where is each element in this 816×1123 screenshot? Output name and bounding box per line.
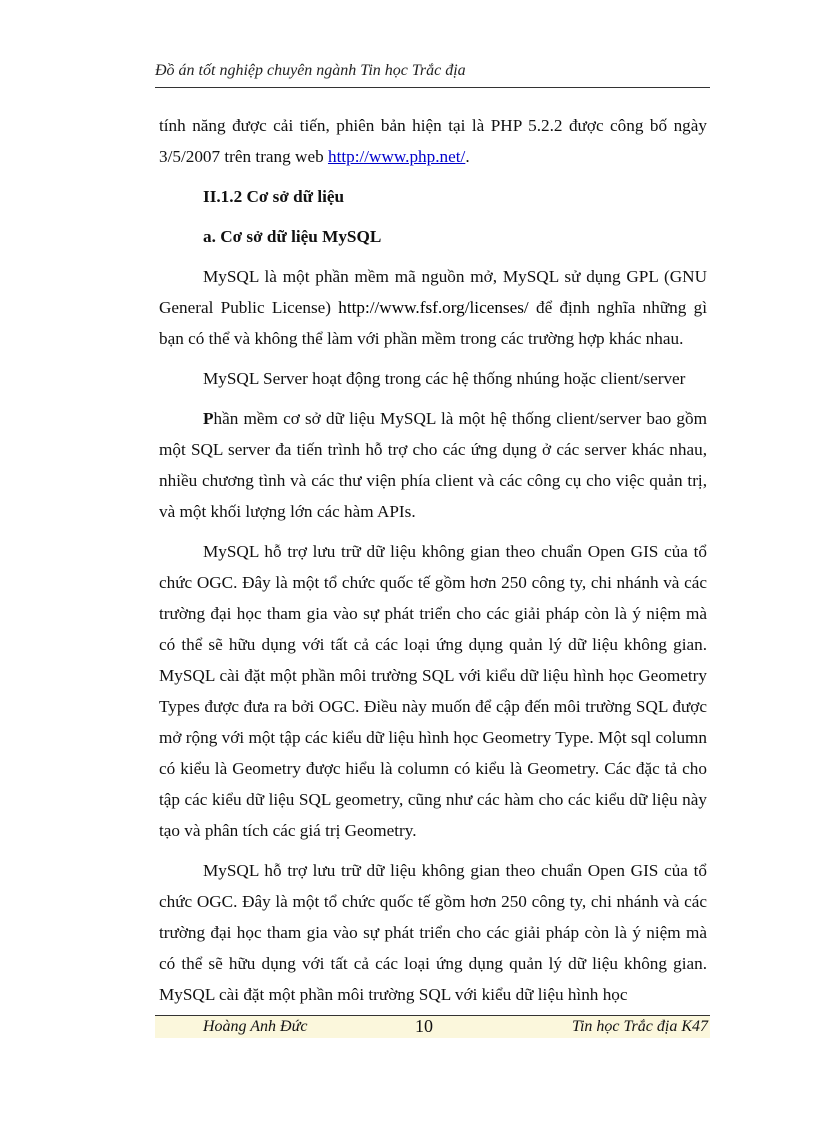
mysql-intro-b: để định nghĩa những gì bạn có thể và không thể làm với phần mềm trong các trường hợp khác nhau.: [159, 298, 707, 348]
intro-end: .: [465, 147, 470, 166]
page-footer: [155, 1016, 710, 1038]
php-link[interactable]: http://www.php.net/: [327, 147, 466, 166]
section-heading: II.1.2 Cơ sở dữ liệu: [203, 187, 345, 206]
footer-course: Tin học Trắc địa K47: [571, 1018, 708, 1035]
page-header: Đồ án tốt nghiệp chuyên ngành Tin học Trắc địa: [155, 62, 466, 79]
paragraph-opengis-1: MySQL hỗ trợ lưu trữ dữ liệu không gian theo chuẩn Open GIS của tổ chức OGC. Đây là một tổ chức quốc tế gồm hơn 250 công ty, chi nhánh và các trường đại học tham gia vào sự phát triển cho các giải pháp còn là ý niệm mà có thể sẽ hữu dụng với tất cả các loại ứng dụng quản lý dữ liệu không gian. MySQL cài đặt một phần môi trường SQL với kiểu dữ liệu hình học Geometry Types được đưa ra bởi OGC. Điều này muốn để cập đến môi trường SQL được mở rộng với một tập các kiểu dữ liệu hình học Geometry Type. Một sql column có kiểu là Geometry được hiểu là column có kiểu là Geometry. Các đặc tả cho tập các kiểu dữ liệu SQL geometry, cũng như các hàm cho các kiểu dữ liệu này tạo và phân tích các giá trị Geometry.: [159, 542, 707, 840]
mysql-intro-a: MySQL là một phần mềm mã nguồn mở, MySQL sử dụng GPL (GNU General Public License): [159, 267, 707, 317]
header-rule: [155, 87, 710, 88]
page-content: [159, 110, 707, 1019]
subsection-heading: a. Cơ sở dữ liệu MySQL: [203, 227, 382, 246]
paragraph-mysql-intro: [159, 261, 707, 354]
drop-letter: P: [203, 409, 214, 428]
paragraph-opengis-2: MySQL hỗ trợ lưu trữ dữ liệu không gian theo chuẩn Open GIS của tổ chức OGC. Đây là một tổ chức quốc tế gồm hơn 250 công ty, chi nhánh và các trường đại học tham gia vào sự phát triển cho các giải pháp còn là ý niệm mà có thể sẽ hữu dụng với tất cả các loại ứng dụng quản lý dữ liệu không gian. MySQL cài đặt một phần môi trường SQL với kiểu dữ liệu hình học: [159, 861, 707, 1004]
footer-author: Hoàng Anh Đức: [203, 1018, 308, 1035]
paragraph-mysql-software: [159, 403, 707, 527]
mysql-software-text: hần mềm cơ sở dữ liệu MySQL là một hệ thống client/server bao gồm một SQL server đa tiến trình hỗ trợ cho các ứng dụng ở các server khác nhau, nhiều chương tình và các thư viện phía client và các công cụ cho việc quản trị, và một khối lượng lớn các hàm APIs.: [159, 409, 707, 521]
paragraph-mysql-server: MySQL Server hoạt động trong các hệ thống nhúng hoặc client/server: [203, 369, 686, 388]
fsf-url: http://www.fsf.org/licenses/: [338, 298, 529, 317]
paragraph-intro: [159, 110, 707, 172]
intro-text: tính năng được cải tiến, phiên bản hiện tại là PHP 5.2.2 được công bố ngày 3/5/2007 trên trang web: [159, 116, 707, 166]
page-number: 10: [415, 1016, 433, 1036]
